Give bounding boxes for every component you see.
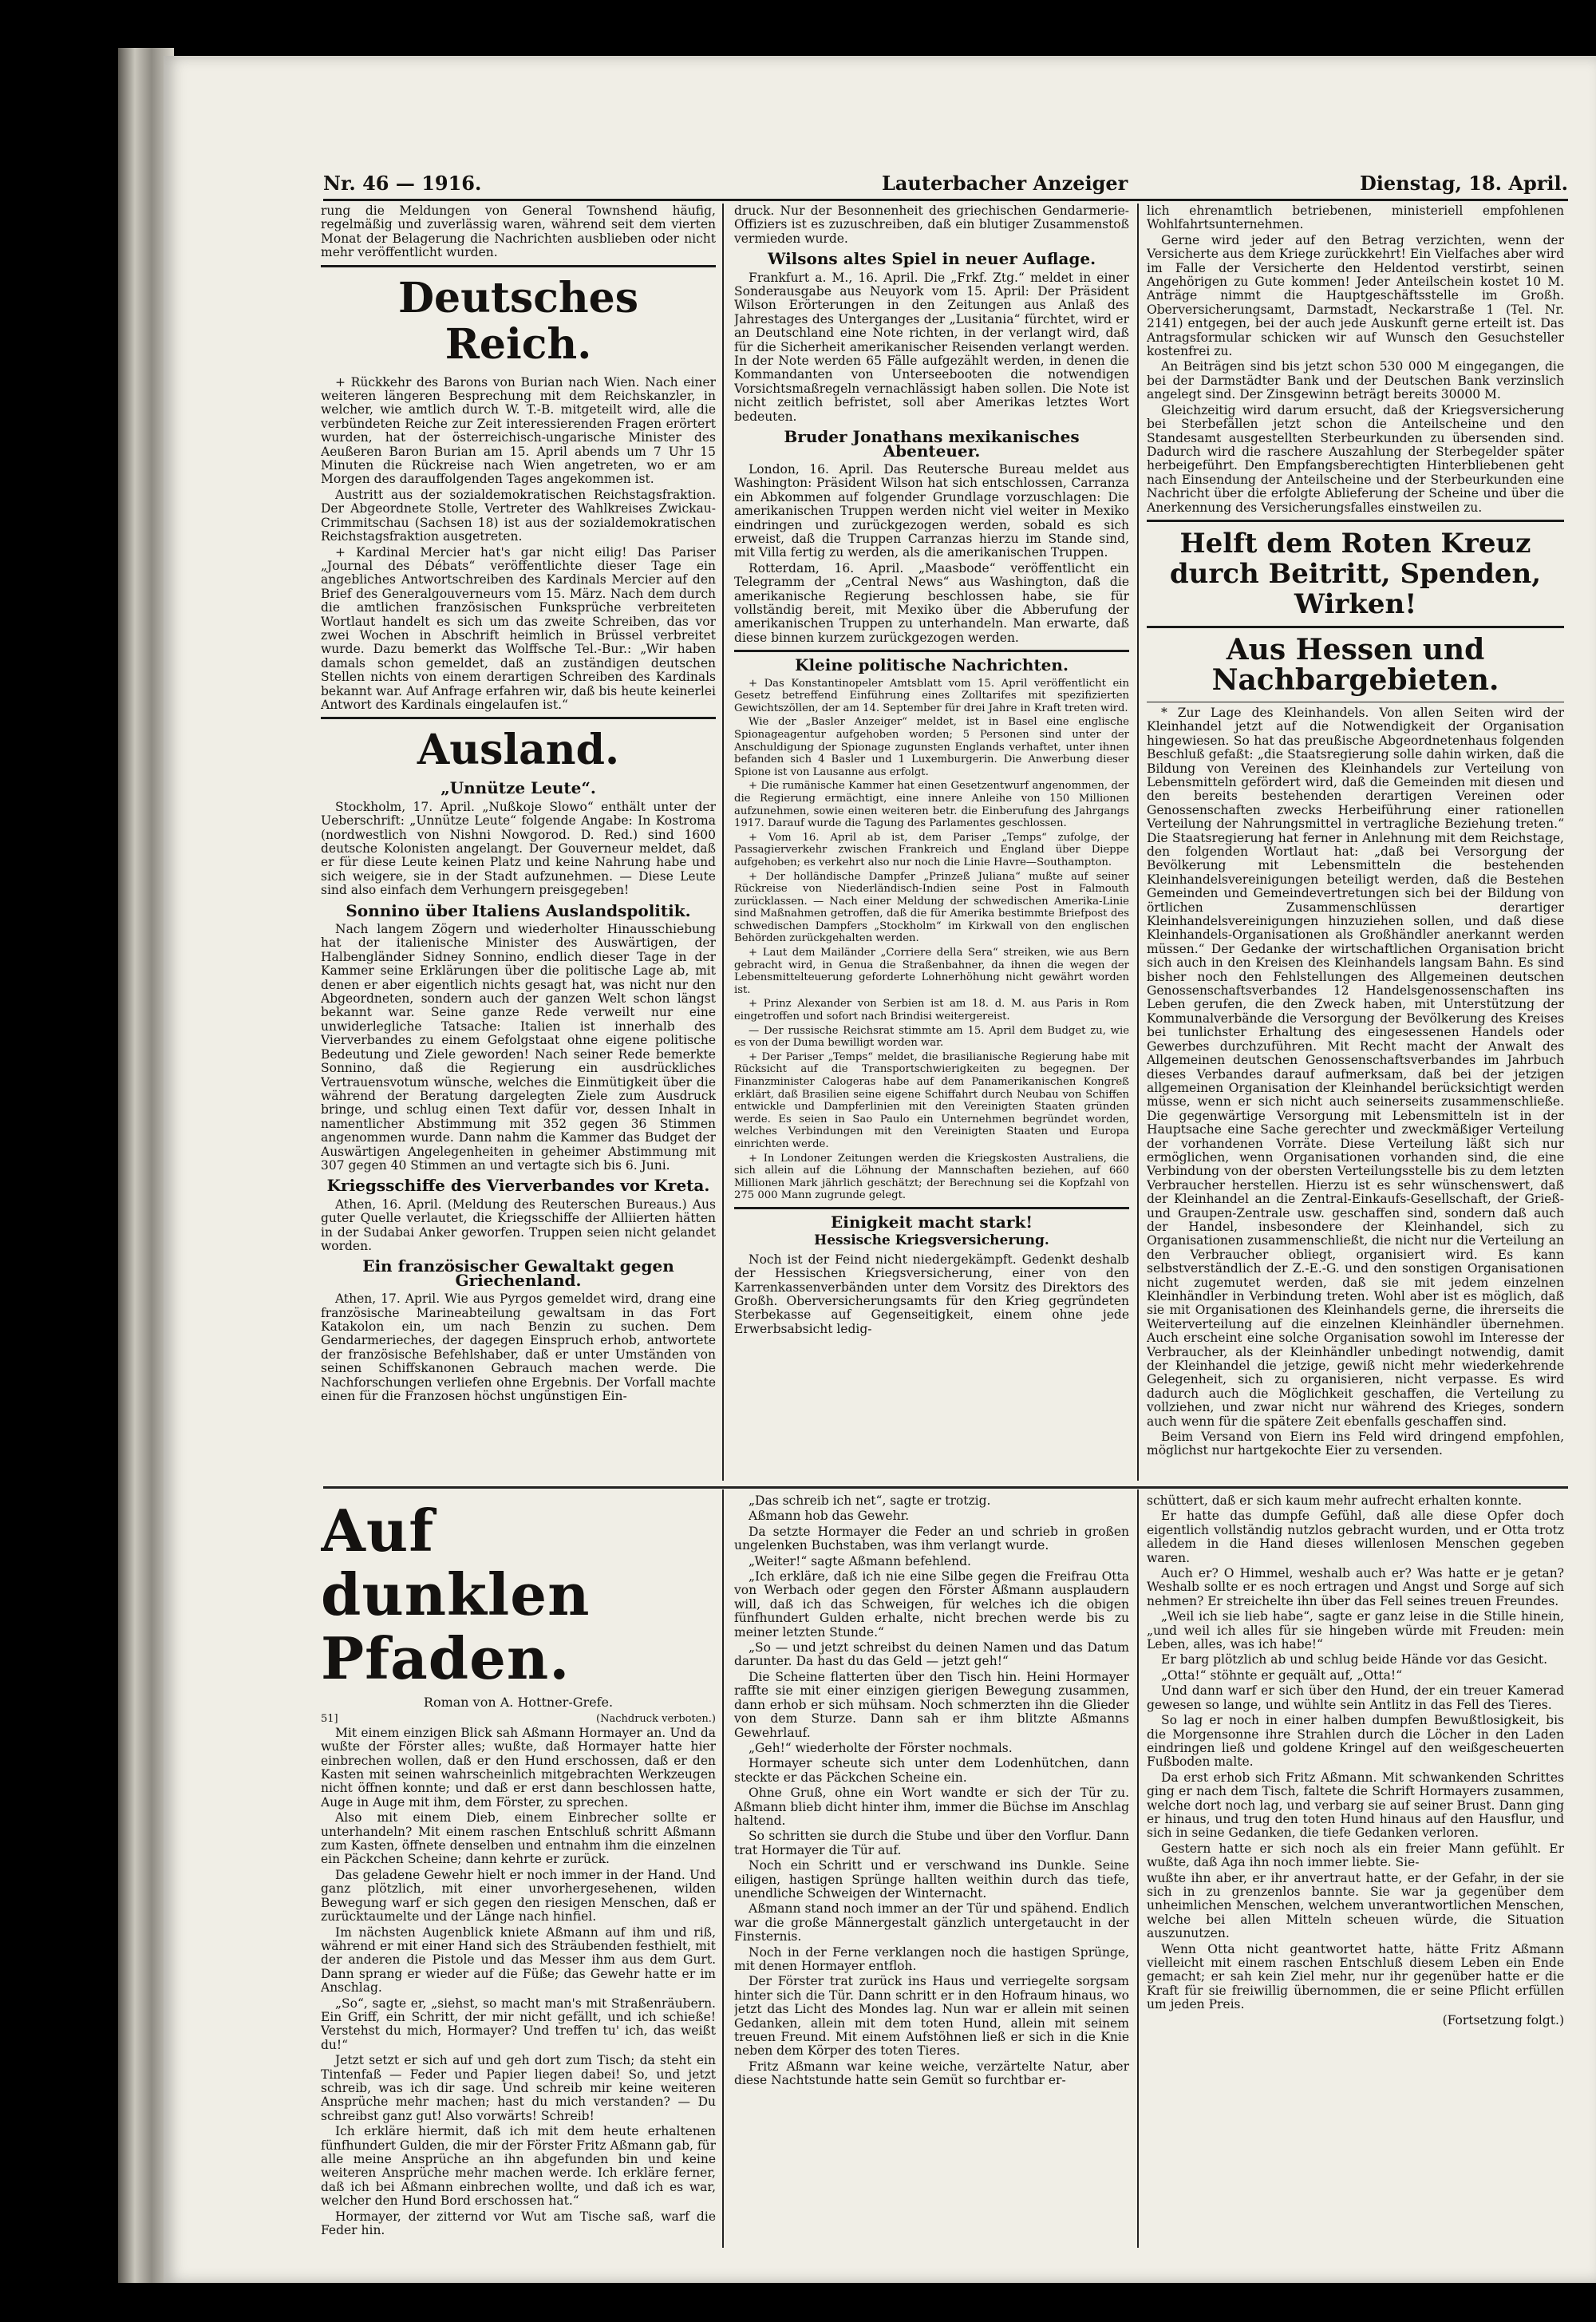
- novel-column-3: [1147, 1494, 1564, 2253]
- novel-paragraph: „Otta!“ stöhnte er gequält auf, „Otta!“: [1161, 1667, 1403, 1683]
- novel-column-2: [734, 1494, 1129, 2253]
- short-news-item: — Der russische Reichsrat stimmte am 15. April dem Budget zu, wie es von der Duma bewilligt worden war.: [734, 1024, 1129, 1050]
- novel-paragraph: Gestern hatte er sich noch als ein freier Mann gefühlt. Er wußte, daß Aga ihn noch immer liebte. Sie-: [1147, 1841, 1564, 1870]
- novel-paragraph: „Weil ich sie lieb habe“, sagte er ganz leise in die Stille hinein, „und weil ich alles für sie hingeben würde mit Freuden: mein Leben, alles, was ich habe!“: [1147, 1609, 1564, 1652]
- subheading-einigkeit: Einigkeit macht stark!: [830, 1212, 1033, 1232]
- subheading-sonnino: Sonnino über Italiens Auslandspolitik.: [346, 900, 691, 920]
- short-news-item: + Das Konstantinopeler Amtsblatt vom 15. April veröffentlicht ein Gesetz betreffend Einführung eines Zolltarifes mit spezifizierten Gewichtszöllen, der am 14. September für drei Jahre in Kraft treten wird.: [734, 677, 1129, 714]
- novel-paragraph: „So — und jetzt schreibst du deinen Namen und das Datum darunter. Da hast du das Geld — jetzt geh!“: [734, 1640, 1129, 1669]
- novel-paragraph: schüttert, daß er sich kaum mehr aufrecht erhalten konnte.: [1147, 1494, 1523, 1508]
- novel-paragraph: „So“, sagte er, „siehst, so macht man's mit Straßenräubern. Ein Griff, ein Schritt, der mir nicht gefällt, und ich schieße! Verstehst du mich, Hormayer? Und treffen tu' ich, das weißt du!“: [321, 1996, 716, 2052]
- novel-paragraph: Aßmann hob das Gewehr.: [749, 1509, 910, 1524]
- novel-paragraph: Auch er? O Himmel, weshalb auch er? Was hatte er je getan? Weshalb sollte er es noch ertragen und Angst und Sorge auf sich nehmen? Er streichelte ihn über das Fell seines treuen Freundes.: [1147, 1566, 1564, 1608]
- novel-title: Auf dunklen Pfaden.: [321, 1497, 591, 1692]
- red-cross-appeal: Helft dem Roten Kreuz durch Beitritt, Spenden, Wirken!: [1169, 527, 1542, 620]
- short-news-item: Wie der „Basler Anzeiger“ meldet, ist in Basel eine englische Spionageagentur aufgehoben worden; 5 Personen sind unter der Anschuldigung der Spionage zugunsten Englands verhaftet, unter ihnen befanden sich 4 Basler und 1 Luxemburgerin. Die Anwerbung dieser Spione ist von Lausanne aus erfolgt.: [734, 716, 1129, 778]
- col1-intro: rung die Meldungen von General Townshend häufig, regelmäßig und zuverlässig waren, während seit dem vierten Monat der Belagerung die Nachrichten ausblieben oder nicht mehr veröffentlicht wurden.: [321, 204, 716, 260]
- article-london: London, 16. April. Das Reutersche Bureau meldet aus Washington: Präsident Wilson hat sich entschlossen, Carranza ein Abkommen auf folgender Grundlage vorzuschlagen: Die amerikanischen Truppen werden nicht viel weiter in Mexiko eindringen und zurückgezogen werden, sobald es sich erweist, daß die Truppen Carranzas hierzu im Stande sind, mit Villa fertig zu werden, als die amerikanischen Truppen.: [734, 461, 1129, 560]
- novel-paragraph: „Geh!“ wiederholte der Förster nochmals.: [749, 1740, 1013, 1755]
- divider: [1147, 626, 1564, 628]
- novel-column-1: [321, 1494, 716, 2253]
- novel-paragraph: „Weiter!“ sagte Aßmann befehlend.: [749, 1553, 971, 1568]
- article-kleinhandel: * Zur Lage des Kleinhandels. Von allen Seiten wird der Kleinhandel jetzt auf die Notwendigkeit der Organisation hingewiesen. So hat das preußische Abgeordnetenhaus folgenden Beschluß gefaßt: „die Staatsregierung solle dahin wirken, daß die Bildung von Vereinen des Kleinhandels zur Verteilung von Lebensmitteln gefördert wird, daß die Gemeinden mit diesen und den bereits bestehenden derartigen Vereinen oder Genossenschaften zwecks Herbeiführung einer rationellen Verteilung der Nahrungsmittel in vertragliche Beziehung treten.“ Die Staatsregierung hat ferner in Anlehnung mit dem Reichstage, den folgenden Wortlaut hat: „daß bei Versorgung der Bevölkerung mit Lebensmitteln die bestehenden Kleinhandelsvereinigungen beteiligt werden, daß die Bestehen Gemeinden und Gemeindevertretungen sich bei der Bildung von örtlichen Zusammenschlüssen derartiger Kleinhandelsvereinigungen hinzuziehen sollen, und daß diese Kleinhandels-Organisationen als Großhändler anerkannt werden müssen.“ Der Gedanke der wirtschaftlichen Organisation bricht sich auch in den Kreisen des Kleinhandels langsam Bahn. Es sind bisher noch den Fehlstellungen des Allgemeinen deutschen Genossenschaftsverbandes 12 Handelsgenossenschaften ins Leben gerufen, die den Zweck haben, mit Unterstützung der Kommunalverbände die Versorgung der Bevölkerung des Kreises bei tunlichster Erhaltung des eingesessenen Handels oder Gewerbes durchzuführen. Mit Recht macht der Anwalt des Allgemeinen deutschen Genossenschaftsverbandes im Jahrbuch dieses Verbandes darauf aufmerksam, daß bei der jetzigen allgemeinen Organisation der Kleinhandel berücksichtigt werden müsse, wenn er sich nicht auch seinerseits zusammenschließe. Die gegenwärtige Versorgung mit Lebensmitteln ist in der Hauptsache eine Sache gerechter und zweckmäßiger Verteilung der vorhandenen Vorräte. Diese Verteilung läßt sich nur ermöglichen, wenn Organisationen vorhanden sind, die eine Verbindung von der obersten Verteilungsstelle bis zu dem letzten Verbraucher herstellen. Hierzu ist es sehr wünschenswert, daß der Kleinhandel an die Zentral-Einkaufs-Gesellschaft, der Grieß- und Graupen-Zentrale usw. geschaffen sind, sondern daß auch der Handel, insbesondere der Kleinhandel, sich zu Organisationen zusammenschließt, die nicht nur die Verteilung an den Verbraucher obliegt, organisiert wird. Es kann selbstverständlich der Z.-E.-G. und den sonstigen Organisationen nicht zugemutet werden, daß sie mit jedem einzelnen Kleinhändler in Verbindung treten. Wohl aber ist es möglich, daß sie mit Organisationen des Kleinhandels gerne, die ihrerseits die Weiterverteilung auf die einzelnen Kleinhändler übernehmen. Auch erscheint eine solche Organisation sowohl im Interesse der Verbraucher, als der Kleinhändler unbedingt notwendig, damit der Kleinhandel die jetzige, gewiß nicht mehr wiederkehrende Gelegenheit, sich zu organisieren, nicht verpasse. Es wird dadurch auch die Möglichkeit geschaffen, die Verteilung zu vollziehen, und zwar nicht nur während des Krieges, sondern auch wenn für die spätere Zeit ebenfalls geschaffen sind.: [1147, 705, 1564, 1429]
- novel-paragraph: Der Förster trat zurück ins Haus und verriegelte sorgsam hinter sich die Tür. Dann schritt er in den Hofraum hinaus, wo jetzt das Licht des Mondes lag. Nun war er allein mit seinen Gedanken, allein mit dem toten Hund, allein mit seinem treuen Freund. Mit einem Aufstöhnen ließ er sich in die Knie neben dem Körper des toten Tieres.: [734, 1974, 1129, 2059]
- heading-ausland: Ausland.: [417, 726, 620, 775]
- novel-paragraph: Fritz Aßmann war keine weiche, verzärtelte Natur, aber diese Nachtstunde hatte sein Gemüt so furchtbar er-: [734, 2059, 1129, 2088]
- article-stockholm: Stockholm, 17. April. „Nußkoje Slowo“ enthält unter der Ueberschrift: „Unnütze Leute“ folgende Angabe: In Kostroma (nordwestlich von Nishni Nowgorod. D. Red.) sind 1600 deutsche Kolonisten angelangt. Der Gouverneur meldet, daß er für diese Leute keinen Platz und keine Nahrung habe und sich weigere, sie in der Stadt aufzunehmen. — Diese Leute sind also einfach dem Verhungern preisgegeben!: [321, 799, 716, 898]
- short-news-item: + In Londoner Zeitungen werden die Kriegskosten Australiens, die sich allein auf die Löhnung der Mannschaften beziehen, auf 660 Millionen Mark jährlich geschätzt; der Berechnung sei die Kopfzahl von 275 000 Mann zugrunde gelegt.: [734, 1152, 1129, 1202]
- page-header: [323, 172, 1568, 201]
- article-kriegsversicherung: Noch ist der Feind nicht niedergekämpft. Gedenkt deshalb der Hessischen Kriegsversicherung, einer von den Karrenkassenverbänden unter dem Vorsitz des Direktors des Großh. Oberversicherungsamts für den Krieg gegründeten Sterbekasse auf Gegenseitigkeit, einem ohne jede Erwerbsabsicht ledig-: [734, 1252, 1129, 1336]
- divider: [1147, 520, 1564, 522]
- novel-paragraph: Ich erkläre hiermit, daß ich mit dem heute erhaltenen fünfhundert Gulden, die mir der Förster Fritz Aßmann gab, für alle meine Ansprüche an ihn abgefunden bin und keine weiteren Ansprüche mehr machen werde. Ich erkläre ferner, daß ich bei Aßmann einbrechen wollte, und daß ich es war, welcher den Hund Bord erschossen hat.“: [321, 2124, 716, 2209]
- novel-paragraph: Im nächsten Augenblick kniete Aßmann auf ihm und riß, während er mit einer Hand sich des Sträubenden festhielt, mit der anderen die Pistole und das Messer ihm aus dem Gurt. Dann sprang er wieder auf die Füße; das Gewehr hatte er im Anschlag.: [321, 1924, 716, 1996]
- novel-byline: Roman von A. Hottner-Grefe.: [423, 1695, 614, 1710]
- column-rule-4: [1137, 1489, 1139, 2248]
- heading-hessen: Aus Hessen und Nachbargebieten.: [1211, 632, 1499, 697]
- short-news-item: + Vom 16. April ab ist, dem Pariser „Temps“ zufolge, der Passagierverkehr zwischen Frankreich und England über Dieppe aufgehoben; es verkehrt also nur noch die Linie Havre—Southampton.: [734, 831, 1129, 868]
- short-news-item: + Laut dem Mailänder „Corriere della Sera“ streiken, wie aus Bern gebracht wird, in Genua die Straßenbahner, da ihnen die wegen der Lebensmittelteuerung geforderte Lohnerhöhung nicht gewährt worden ist.: [734, 947, 1129, 996]
- article-versicherung-1: Gerne wird jeder auf den Betrag verzichten, wenn der Versicherte aus dem Kriege zurückkehrt! Ein Vielfaches aber wird im Falle der Versicherte den Heldentod verstirbt, seinen Angehörigen zu Gute kommen! Jeder Anteilschein kostet 10 M. Anträge nimmt die Hauptgeschäftsstelle im Großh. Oberversicherungsamt, Darmstadt, Neckarstraße 1 (Tel. Nr. 2141) entgegen, bei der auch jede Auskunft gerne erteilt ist. Das Antragsformular schicken wir auf Wunsch den Gesuchsteller kostenfrei zu.: [1147, 232, 1564, 359]
- article-burian: + Rückkehr des Barons von Burian nach Wien. Nach einer weiteren längeren Besprechung mit dem Reichskanzler, in welcher, wie amtlich durch W. T.-B. mitgeteilt wird, alle die verbündeten Reiche zur Zeit interessierenden Fragen erörtert wurden, hat der österreichisch-ungarische Minister des Aeußeren Baron Burian am 15. April abends um 7 Uhr 15 Minuten die Rückreise nach Wien angetreten, wo er am Morgen des darauffolgenden Tages angekommen ist.: [321, 374, 716, 487]
- article-versicherung-3: Gleichzeitig wird darum ersucht, daß der Kriegsversicherung bei Sterbefällen jetzt schon die Anteilscheine und den Standesamt ausgestellten Sterbeurkunden zu übersenden sind. Dadurch wird die raschere Auszahlung der Sterbegelder später herbeigeführt. Den Empfangsberechtigten Hinterbliebenen geht nach Einsendung der Anteilscheine und der Sterbeurkunden eine Nachricht über die erfolgte Ablieferung der Scheine und über die Anerkennung des Versicherungsfalles einstweilen zu.: [1147, 402, 1564, 515]
- novel-paragraph: So lag er noch in einer halben dumpfen Bewußtlosigkeit, bis die Morgensonne ihre Strahlen durch die Löcher in den Laden eindringen ließ und goldene Kringel auf den weißgescheuerten Fußboden malte.: [1147, 1713, 1564, 1770]
- column-rule-2: [1137, 204, 1139, 1481]
- novel-paragraph: Jetzt setzt er sich auf und geh dort zum Tisch; da steht ein Tintenfaß — Feder und Papier liegen dabei! So, und jetzt schreib, was ich dir sage. Und schreib mir keine weiteren Ansprüche mehr machen; hast du mich verstanden? — Du schreibst ganz gut! Also vorwärts! Schreib!: [321, 2053, 716, 2123]
- novel-paragraph: Aßmann stand noch immer an der Tür und spähend. Endlich war die große Männergestalt gänzlich untergetaucht in der Finsternis.: [734, 1901, 1129, 1944]
- novel-paragraph: wußte ihn aber, er ihr anvertraut hatte, er der Gefahr, in der sie sich in zu grenzenlos bannte. Sie war ja gegenüber dem unheimlichen Menschen, welchem unverantwortlichen Menschen, welche bei allen Mitteln scheuen würde, die Situation auszunutzen.: [1147, 1870, 1564, 1941]
- novel-paragraph: Hormayer scheute sich unter dem Lodenhütchen, dann steckte er das Päckchen Scheine ein.: [734, 1756, 1129, 1785]
- novel-paragraph: Da erst erhob sich Fritz Aßmann. Mit schwankenden Schrittes ging er nach dem Tisch, faltete die Schrift Hormayers zusammen, welche dort noch lag, und verbarg sie auf seiner Brust. Dann ging er hinaus, und trug den toten Hund hinaus auf den Hausflur, und sich in seine Gedanken, die tiefe Gedanken verloren.: [1147, 1770, 1564, 1841]
- subheading-kleine-nachrichten: Kleine politische Nachrichten.: [795, 655, 1069, 675]
- column-rule-1: [722, 204, 724, 1481]
- novel-paragraph: Er barg plötzlich ab und schlug beide Hände vor das Gesicht.: [1161, 1652, 1548, 1667]
- novel-paragraph: Also mit einem Dieb, einem Einbrecher sollte er unterhandeln? Mit einem raschen Entschluß schritt Aßmann zum Kasten, öffnete denselben und entnahm ihm die einzelnen ein Päckchen Scheine; dann kehrte er zurück.: [321, 1810, 716, 1867]
- short-news-item: + Der holländische Dampfer „Prinzeß Juliana“ mußte auf seiner Rückreise von Niederländisch-Indien seine Post in Falmouth zurücklassen. — Nach einer Meldung der schwedischen Amerika-Linie sind Maßnahmen getroffen, daß die für Amerika bestimmte Briefpost des schwedischen Dampfers „Stockholm“ im Kirkwall von den englischen Behörden zurückgehalten werden.: [734, 870, 1129, 945]
- article-versicherung-2: An Beiträgen sind bis jetzt schon 530 000 M eingegangen, die bei der Darmstädter Bank und der Deutschen Bank verzinslich angelegt sind. Der Zinsgewinn beträgt bereits 30000 M.: [1147, 359, 1564, 402]
- subheading-wilson: Wilsons altes Spiel in neuer Auflage.: [767, 249, 1096, 269]
- subheading-kriegsversicherung: Hessische Kriegsversicherung.: [814, 1232, 1049, 1249]
- issue-date: Dienstag, 18. April.: [1359, 172, 1568, 195]
- divider: [734, 1207, 1129, 1209]
- article-mercier: + Kardinal Mercier hat's gar nicht eilig! Das Pariser „Journal des Débats“ veröffentlichte dieser Tage ein angebliches Antwortschreiben des Kardinals Mercier auf den Brief des Generalgouverneurs vom 15. März. Nach dem durch die amtlichen französischen Funksprüche verbreiteten Wortlaut handelt es sich um das zweite Schreiben, das vor zwei Wochen in Abschrift heimlich in Brüssel verbreitet wurde. Dazu bemerkt das Wolffsche Tel.-Bur.: „Wir haben damals schon gemeldet, daß an zuständigen deutschen Stellen nichts von einem derartigen Schreiben des Kardinals bekannt war. Auf Anfrage erfahren wir, daß bis heute keinerlei Antwort des Kardinals eingelaufen ist.“: [321, 544, 716, 712]
- col2-intro: druck. Nur der Besonnenheit des griechischen Gendarmerie-Offiziers ist es zuzuschreiben, daß ein blutiger Zusammenstoß vermieden wurde.: [734, 204, 1129, 246]
- col3-intro: lich ehrenamtlich betriebenen, ministeriell empfohlenen Wohlfahrtsunternehmen.: [1147, 204, 1564, 232]
- novel-paragraph: Hormayer, der zitternd vor Wut am Tische saß, warf die Feder hin.: [321, 2209, 716, 2238]
- article-eier: Beim Versand von Eiern ins Feld wird dringend empfohlen, möglichst nur hartgekochte Eier zu versenden.: [1147, 1430, 1564, 1458]
- novel-paragraph: Und dann warf er sich über den Hund, der ein treuer Kamerad gewesen so lange, und wühlte sein Antlitz in das Fell des Tieres.: [1147, 1683, 1564, 1712]
- novel-paragraph: So schritten sie durch die Stube und über den Vorflur. Dann trat Hormayer die Tür auf.: [734, 1829, 1129, 1857]
- novel-paragraph: Noch in der Ferne verklangen noch die hastigen Sprünge, mit denen Hormayer entfloh.: [734, 1944, 1129, 1973]
- subheading-unnuetze-leute: „Unnütze Leute“.: [440, 778, 596, 798]
- divider: [321, 717, 716, 719]
- issue-number: Nr. 46 — 1916.: [323, 172, 482, 195]
- article-athen-16: Athen, 16. April. (Meldung des Reuterschen Bureaus.) Aus guter Quelle verlautet, die Kriegsschiffe der Alliierten hätten in der Sudabai Anker geworfen. Truppen seien nicht gelandet worden.: [321, 1197, 716, 1253]
- article-rotterdam: Rotterdam, 16. April. „Maasbode“ veröffentlicht ein Telegramm der „Central News“ aus Washington, daß die amerikanische Regierung beschlossen habe, sie für vollständig bereit, mit Mexiko über die Abberufung der amerikanischen Truppen zu unterhandeln. Man erwarte, daß diese binnen kurzem zurückgezogen werden.: [734, 560, 1129, 645]
- article-stolle: Austritt aus der sozialdemokratischen Reichstagsfraktion. Der Abgeordnete Stolle, Vertreter des Wahlkreises Zwickau-Crimmitschau (Sachsen 18) ist aus der sozialdemokratischen Reichstagsfraktion ausgetreten.: [321, 487, 716, 544]
- novel-paragraph: Die Scheine flatterten über den Tisch hin. Heini Hormayer raffte sie mit einer einzigen gierigen Bewegung zusammen, dann erhob er sich mühsam. Noch schmerzten ihn die Glieder von dem Sturze. Dann sah er ihm blitzte Aßmanns Gewehrlauf.: [734, 1669, 1129, 1740]
- installment-number: 51]: [321, 1713, 338, 1726]
- column-3: [1147, 204, 1564, 1481]
- novel-paragraph: Er hatte das dumpfe Gefühl, daß alle diese Opfer doch eigentlich vollständig nutzlos gebracht wurden, und er Otta trotz alledem in die Hand dieses willenlosen Menschen gegeben waren.: [1147, 1509, 1564, 1565]
- short-news-list: [734, 678, 1129, 1202]
- subheading-kriegsschiffe: Kriegsschiffe des Vierverbandes vor Kreta.: [326, 1176, 710, 1196]
- heading-deutsches-reich: Deutsches Reich.: [397, 273, 639, 369]
- column-1: [321, 204, 716, 1481]
- subheading-gewaltakt: Ein französischer Gewaltakt gegen Griechenland.: [362, 1256, 674, 1290]
- divider: [734, 650, 1129, 652]
- short-news-item: + Die rumänische Kammer hat einen Gesetzentwurf angenommen, der die Regierung ermächtigt, eine innere Anleihe von 150 Millionen aufzunehmen, sowie einen weiteren betr. die Einberufung des Jahrgangs 1917. Darauf wurde die Tagung des Parlamentes geschlossen.: [734, 780, 1129, 830]
- novel-paragraph: Noch ein Schritt und er verschwand ins Dunkle. Seine eiligen, hastigen Sprünge hallten weithin durch das tiefe, unendliche Schweigen der Winternacht.: [734, 1858, 1129, 1901]
- divider: [321, 265, 716, 267]
- column-2: [734, 204, 1129, 1481]
- article-athen-17: Athen, 17. April. Wie aus Pyrgos gemeldet wird, drang eine französische Marineabteilung gewaltsam in das Fort Katakolon ein, um nach Benzin zu suchen. Dem Gendarmerieches, der dagegen Einspruch erhob, antwortete der französische Befehlshaber, daß er unter Umständen von seinen Schiffskanonen Gebrauch machen werde. Die Nachforschungen verliefen ohne Ergebnis. Der Vorfall machte einen für die Franzosen höchst ungünstigen Ein-: [321, 1292, 716, 1404]
- short-news-item: + Prinz Alexander von Serbien ist am 18. d. M. aus Paris in Rom eingetroffen und sofort nach Brindisi weitergereist.: [734, 998, 1129, 1023]
- reprint-notice: (Nachdruck verboten.): [596, 1713, 716, 1726]
- continuation-note: (Fortsetzung folgt.): [1442, 2012, 1564, 2027]
- novel-paragraph: Das geladene Gewehr hielt er noch immer in der Hand. Und ganz plötzlich, mit einer unvorhergesehenen, wilden Bewegung warf er sich gegen den riesigen Menschen, daß er zurücktaumelte und der Länge nach hinfiel.: [321, 1867, 716, 1924]
- novel-paragraph: „Ich erkläre, daß ich nie eine Silbe gegen die Freifrau Otta von Werbach oder gegen den Förster Aßmann ausplaudern will, daß ich das Schweigen, für welches ich die obigen fünfhundert Gulden erhalte, nicht brechen werde bis zu meiner letzten Stunde.“: [734, 1569, 1129, 1640]
- novel-paragraph: Da setzte Hormayer die Feder an und schrieb in großen ungelenken Buchstaben, was ihm verlangt wurde.: [734, 1524, 1129, 1553]
- column-rule-3: [722, 1489, 724, 2248]
- novel-paragraph: Wenn Otta nicht geantwortet hatte, hätte Fritz Aßmann vielleicht mit einem raschen Entschluß diesem Leben ein Ende gemacht; er sah kein Ziel mehr, nur ihr gegenüber hatte er die Kraft für sie freiwillig übernommen, die er seine Pflicht erfüllen um jeden Preis.: [1147, 1941, 1564, 2012]
- novel-paragraph: Mit einem einzigen Blick sah Aßmann Hormayer an. Und da wußte der Förster alles; wußte, daß Hormayer hatte hier einbrechen wollen, daß er den Hund erschossen, daß er den Kasten mit seinen wahrscheinlich mitgebrachten Werkzeugen nicht öffnen konnte; und daß er erst dann beschlossen hatte, Auge in Auge mit ihm, dem Förster, zu sprechen.: [321, 1725, 716, 1810]
- novel-paragraph: Ohne Gruß, ohne ein Wort wandte er sich der Tür zu. Aßmann blieb dicht hinter ihm, immer die Büchse im Anschlag haltend.: [734, 1786, 1129, 1828]
- article-sonnino: Nach langem Zögern und wiederholter Hinausschiebung hat der italienische Minister des Auswärtigen, der Halbengländer Sidney Sonnino, endlich dieser Tage in der Kammer seine Erklärungen über die politische Lage ab, mit denen er aber eigentlich nichts gesagt hat, was nicht nur den Abgeordneten, sondern auch der ganzen Welt schon längst bekannt war. Seine ganze Rede verweilt nur eine unwiderlegliche Tatsache: Italien ist innerhalb des Vierverbandes zu einem Gefolgstaat ohne eigene politische Bedeutung und Ziele geworden! Nach seiner Rede bemerkte Sonnino, daß die Regierung ein ausdrückliches Vertrauensvotum wünsche, welches die Einmütigkeit über die während der Beratung dargelegten Ziele zum Ausdruck bringe, und schlug einen Text dafür vor, dessen Inhalt in namentlicher Abstimmung mit 352 gegen 36 Stimmen angenommen wurde. Dann nahm die Kammer das Budget der Auswärtigen Angelegenheiten in geheimer Abstimmung mit 307 gegen 40 Stimmen an und vertagte sich bis 6. Juni.: [321, 922, 716, 1173]
- short-news-item: + Der Pariser „Temps“ meldet, die brasilianische Regierung habe mit Rücksicht auf die Transportschwierigkeiten zu begegnen. Der Finanzminister Calogeras habe auf dem Panamerikanischen Kongreß erklärt, daß Brasilien seine eigene Schiffahrt durch Neubau von Schiffen entwickle und Dampferlinien mit den Vereinigten Staaten gründen werde. Es seien in Sao Paulo ein Unternehmen begründet worden, welches Verbindungen mit den Vereinigten Staaten und Europa einrichten werde.: [734, 1050, 1129, 1150]
- novel-divider: [323, 1486, 1568, 1489]
- subheading-bruder-jonathan: Bruder Jonathans mexikanisches Abenteuer.: [784, 427, 1080, 461]
- paper-name: Lauterbacher Anzeiger: [882, 172, 1128, 195]
- novel-paragraph: „Das schreib ich net“, sagte er trotzig.: [749, 1494, 991, 1508]
- article-frankfurt: Frankfurt a. M., 16. April. Die „Frkf. Ztg.“ meldet in einer Sonderausgabe aus Neuyork vom 15. April: Der Präsident Wilson Erörterungen in den Zeitungen aus Anlaß des Jahrestages des Unterganges der „Lusitania“ fürchtet, wird er an Deutschland eine Note richten, in der verlangt wird, daß für die Sicherheit amerikanischer Reisenden verlangt werden. In der Note werden 65 Fälle aufgezählt werden, in denen die Kommandanten von Unterseebooten die notwendigen Vorsichtsmaßregeln vernachlässigt haben sollen. Die Note ist nicht zeitlich befristet, soll aber Amerikas letztes Wort bedeuten.: [734, 270, 1129, 424]
